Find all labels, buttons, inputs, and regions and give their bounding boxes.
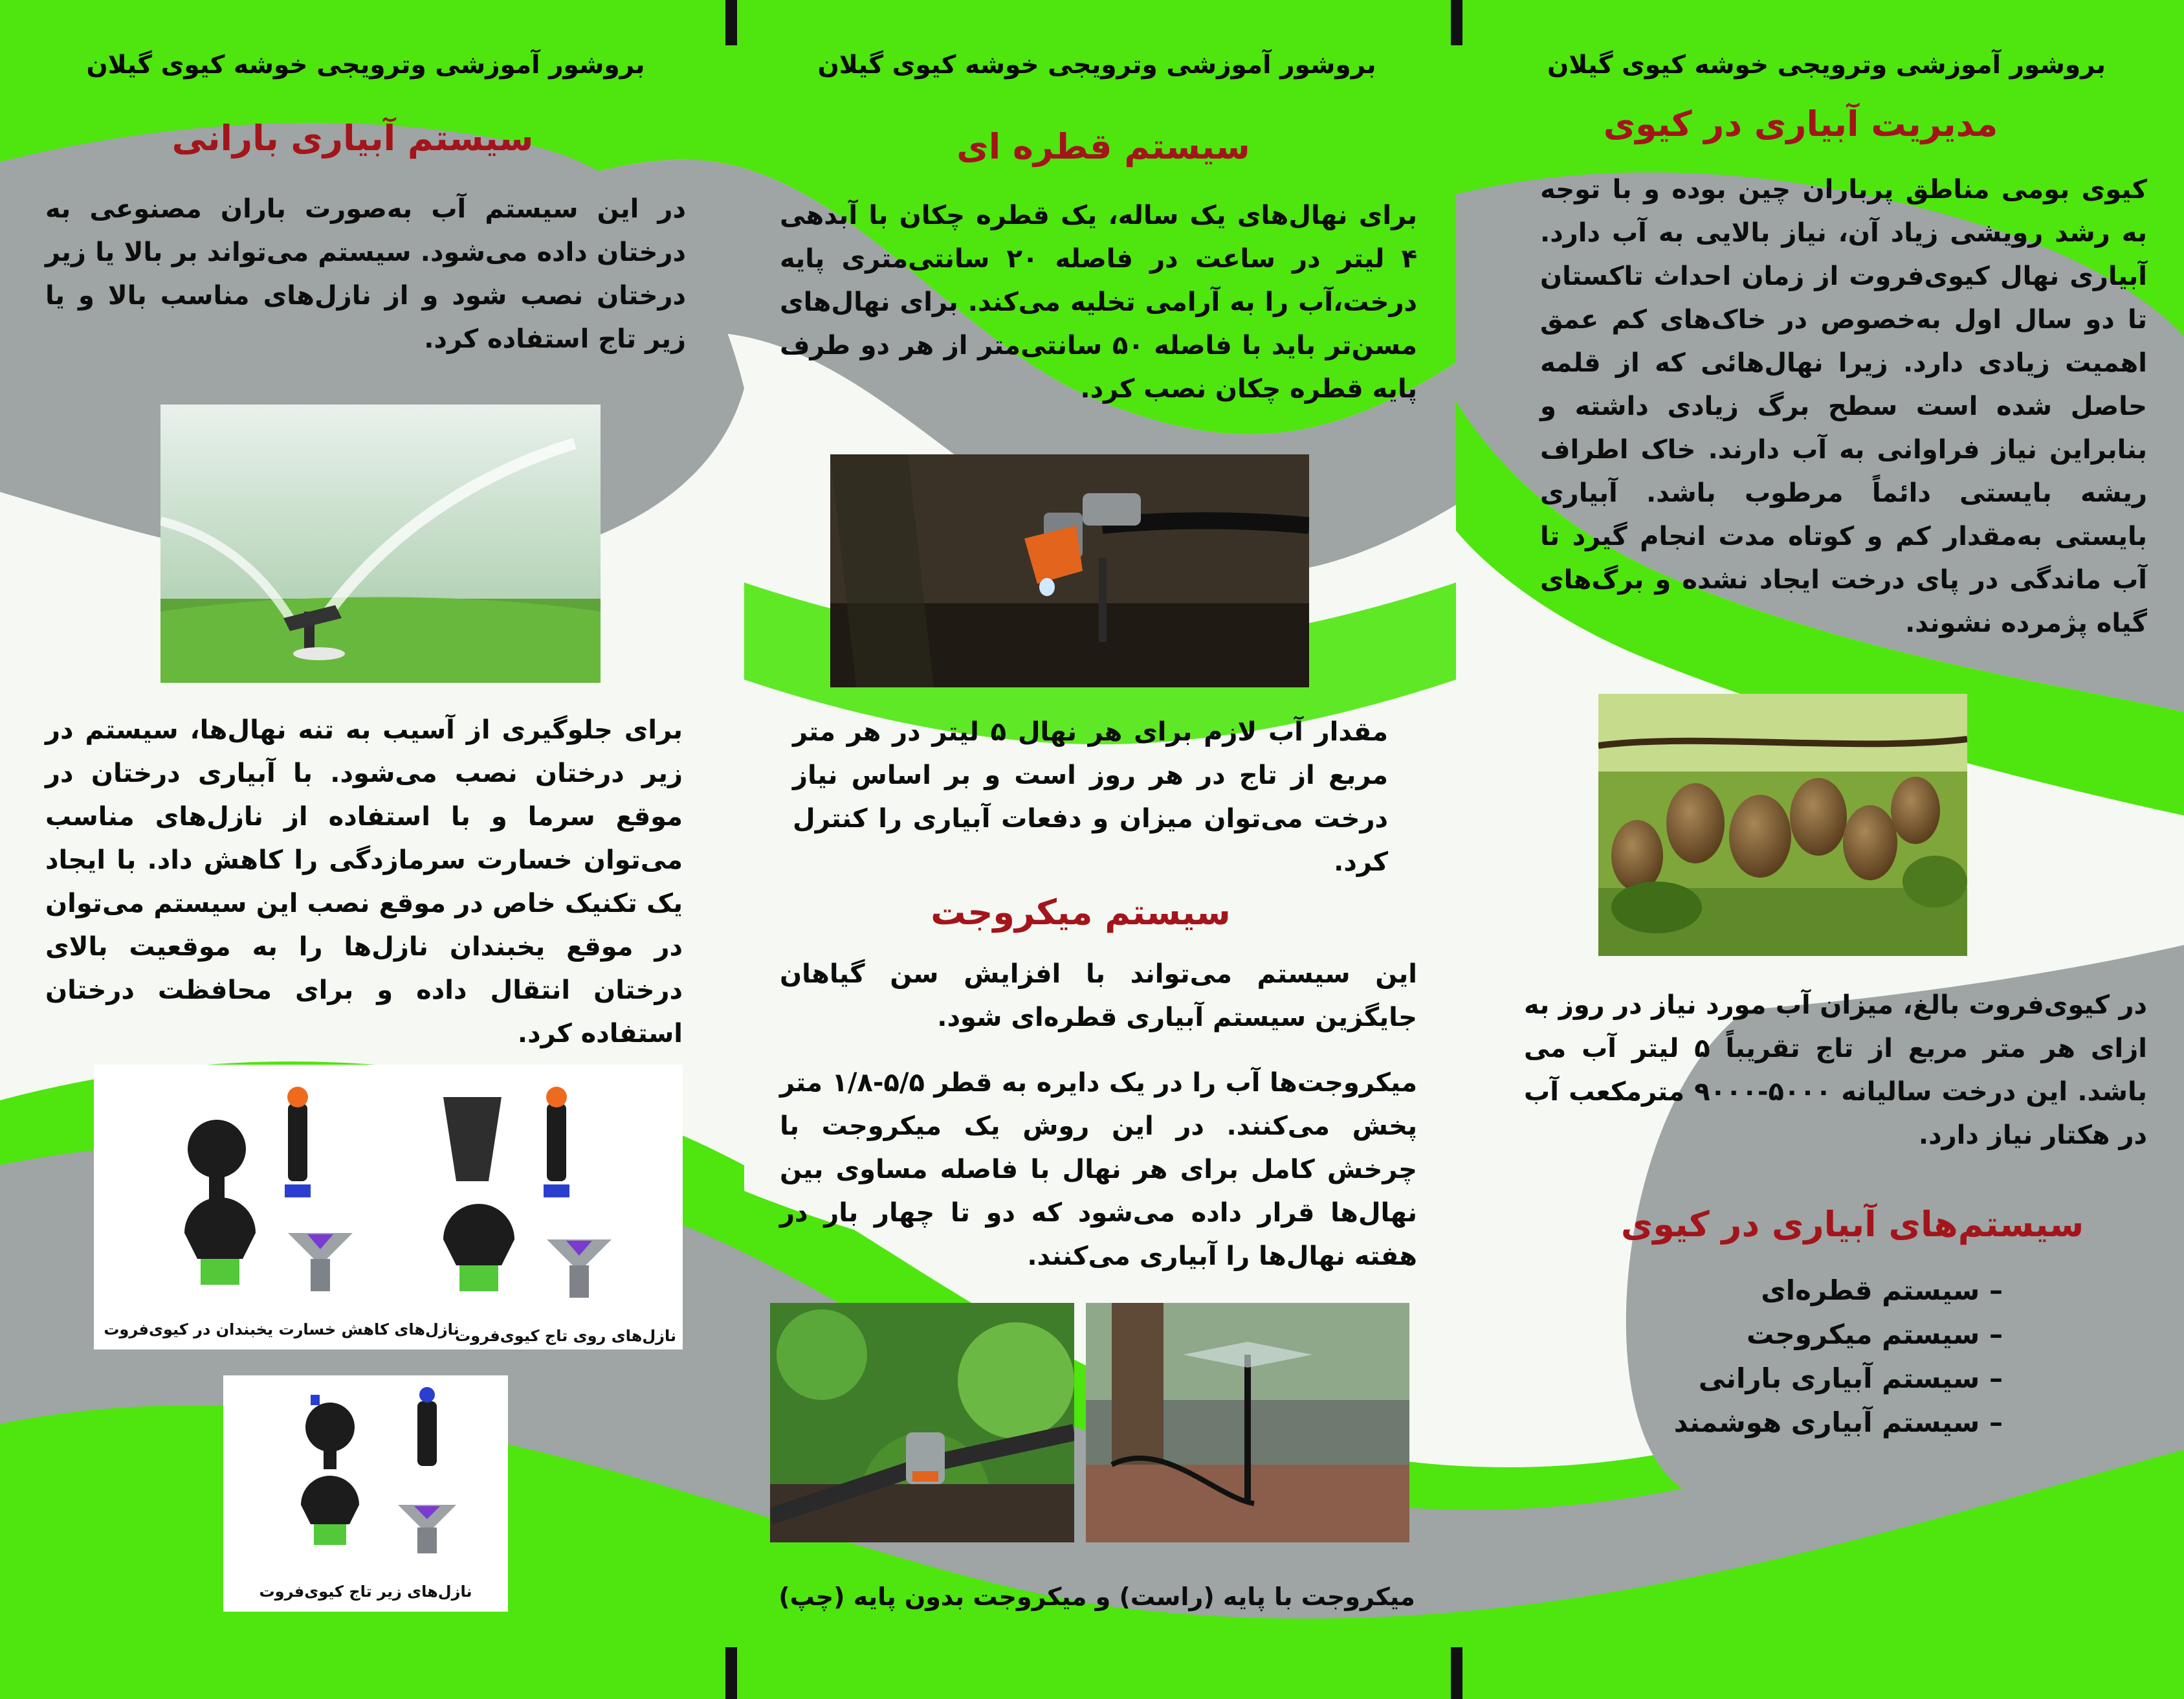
section-title-sprinkler-system: سیستم آبیاری بارانی — [171, 118, 534, 159]
section-title-irrigation-systems: سیستم‌های آبیاری در کیوی — [1620, 1204, 2084, 1245]
paragraph-frost-protection: برای جلوگیری از آسیب به تنه نهال‌ها، سیستم در زیر درختان نصب می‌شود. با آبیاری درختان در موقع سرما و با استفاده از نازل‌های مناسب می‌توان خسارت سرمازدگی را کاهش داد. با ایجاد یک تکنیک خاص در موقع نصب این سیستم می‌توان در موقع یخبندان نازل‌ها را به موقعیت بالای درختان انتقال داده و برای محافظت درختان استفاده کرد. — [45, 715, 683, 1049]
brochure-header: بروشور آموزشی وترویجی خوشه کیوی گیلان — [86, 50, 645, 80]
nozzle-caption-frost: نازل‌های کاهش خسارت یخبندان در کیوی‌فروت — [104, 1320, 459, 1338]
paragraph-microjet-intro: این سیستم می‌تواند با افزایش سن گیاهان جایگزین سیستم آبیاری قطره‌ای شود. — [780, 959, 1417, 1032]
brochure-header: بروشور آموزشی وترویجی خوشه کیوی گیلان — [817, 50, 1376, 80]
irrigation-systems-list — [1674, 1269, 2003, 1445]
list-item: – سیستم میکروجت — [1674, 1313, 2003, 1357]
list-item: – سیستم آبیاری هوشمند — [1674, 1401, 2003, 1445]
nozzle-card-bottom — [223, 1375, 508, 1612]
sprinkler-photo — [160, 405, 601, 683]
paragraph-mature-water-need: در کیوی‌فروت بالغ، میزان آب مورد نیاز در روز به ازای هر متر مربع از تاج تقریباً ۵ لیتر آب می باشد. این درخت سالیانه ۵۰۰۰-۹۰۰۰ مترمکعب آب در هکتار نیاز دارد. — [1524, 990, 2148, 1150]
nozzle-caption-over-canopy: نازل‌های روی تاج کیوی‌فروت — [455, 1327, 676, 1345]
section-title-microjet: سیستم میکروجت — [931, 892, 1231, 933]
nozzle-card-top — [94, 1065, 683, 1349]
panel-middle — [738, 0, 1456, 1699]
section-title-drip-system: سیستم قطره ای — [956, 126, 1250, 167]
nozzle-icons-bottom — [223, 1375, 508, 1612]
section-title-irrigation-management: مدیریت آبیاری در کیوی — [1603, 104, 1998, 144]
microjet-with-stand-photo — [1086, 1303, 1409, 1542]
paragraph-drip-water-amount: مقدار آب لازم برای هر نهال ۵ لیتر در هر متر مربع از تاج در هر روز است و بر اساس نیاز درخت می‌توان میزان و دفعات آبیاری را کنترل کرد. — [793, 717, 1388, 877]
paragraph-microjet-detail: میکروجت‌ها آب را در یک دایره به قطر ۵/۵-۱/۸ متر پخش می‌کنند. در این روش یک میکروجت با چرخش کامل برای هر نهال با فاصله مساوی بین نهال‌ها قرار داده می‌شود که دو تا چهار بار در هفته نهال‌ها را آبیاری می‌کنند. — [780, 1068, 1417, 1271]
microjet-photos-caption: میکروجت با پایه (راست) و میکروجت بدون پایه (چپ) — [778, 1582, 1415, 1611]
paragraph-sprinkler-intro: در این سیستم آب به‌صورت باران مصنوعی به درختان داده می‌شود. سیستم می‌تواند بر بالا یا زیر درختان نصب شود و از نازل‌های مناسب بالا و یا زیر تاج استفاده کرد. — [45, 194, 686, 354]
brochure-header: بروشور آموزشی وترویجی خوشه کیوی گیلان — [1547, 50, 2106, 80]
nozzle-icons-top — [94, 1065, 683, 1349]
paragraph-drip-system: برای نهال‌های یک ساله، یک قطره چکان با آبدهی ۴ لیتر در ساعت در فاصله ۲۰ سانتی‌متری پایه درخت،آب را به آرامی تخلیه می‌کند. برای نهال‌های مسن‌تر باید با فاصله ۵۰ سانتی‌متر از هر دو طرف پایه قطره چکان نصب کرد. — [780, 201, 1417, 404]
microjet-without-stand-photo — [770, 1303, 1074, 1542]
paragraph-irrigation-intro: کیوی بومی مناطق پرباران چین بوده و با توجه به رشد رویشی زیاد آن، نیاز بالایی به آب دارد. آبیاری نهال کیوی‌فروت از زمان احداث تاکستان تا دو سال اول به‌خصوص در خاک‌های کم عمق اهمیت زیادی دارد. زیرا نهال‌هائی که از قلمه حاصل شده است سطح برگ زیادی داشته و بنابراین نیاز فراوانی به آب دارند. خاک اطراف ریشه بایستی دائماً مرطوب باشد. آبیاری بایستی به‌مقدار کم و کوتاه مدت انجام گیرد تا آب ماندگی در پای درخت ایجاد نشده و برگ‌های گیاه پژمرده نشوند. — [1540, 175, 2147, 638]
panel-left — [0, 0, 731, 1699]
list-item: – سیستم آبیاری بارانی — [1674, 1357, 2003, 1401]
nozzle-caption-under-canopy: نازل‌های زیر تاج کیوی‌فروت — [259, 1582, 472, 1601]
kiwi-fruit-photo — [1598, 694, 1967, 956]
list-item: – سیستم قطره‌ای — [1674, 1269, 2003, 1313]
panel-right — [1469, 0, 2184, 1699]
drip-emitter-photo — [830, 454, 1309, 687]
